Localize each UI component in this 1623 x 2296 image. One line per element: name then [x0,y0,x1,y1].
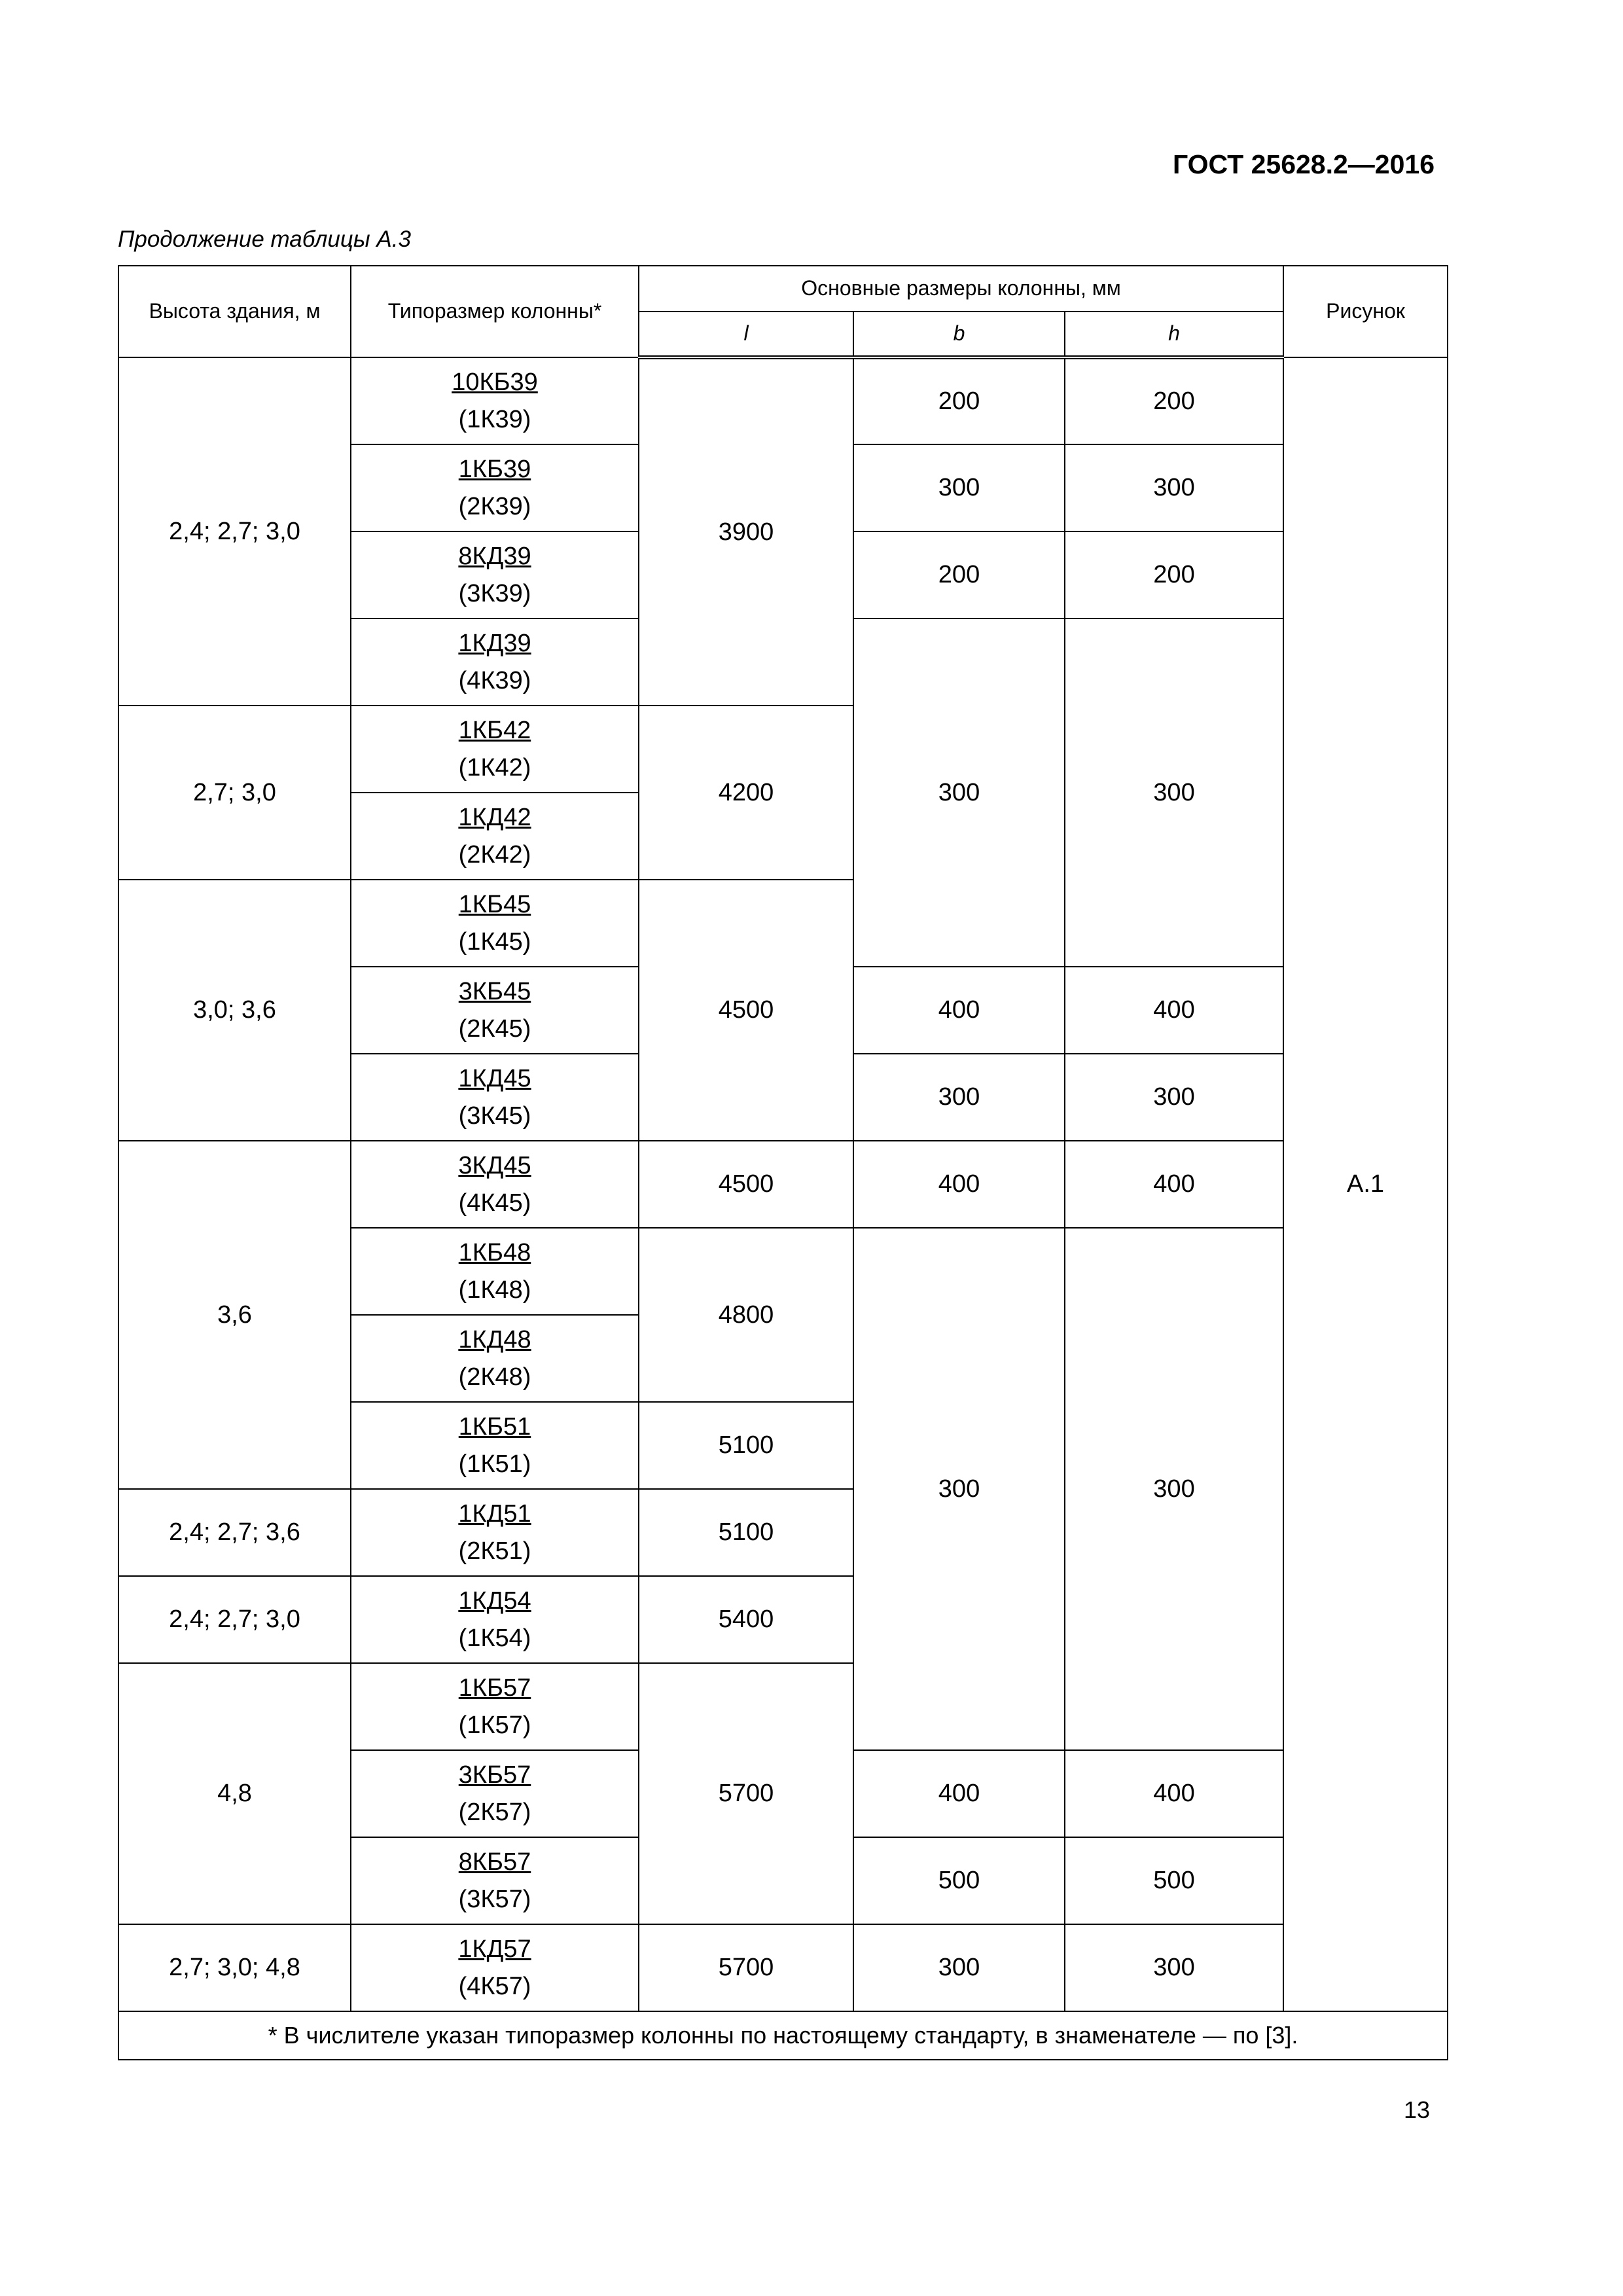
type-code: 3КБ45 [458,977,531,1005]
b-cell: 400 [853,1750,1065,1837]
h-cell: 200 [1065,357,1283,444]
b-cell: 400 [853,967,1065,1054]
table-row [118,357,1448,444]
col-header-h: h [1065,312,1283,357]
l-cell: 4500 [639,880,853,1141]
col-header-figure: Рисунок [1283,266,1448,357]
b-cell: 300 [853,444,1065,531]
type-cell [351,444,639,531]
type-old-code: (1К57) [458,1711,531,1739]
type-code: 1КД48 [458,1325,531,1354]
b-cell: 300 [853,1228,1065,1750]
type-code: 1КД57 [458,1935,531,1963]
b-cell: 400 [853,1141,1065,1228]
h-cell: 300 [1065,444,1283,531]
type-cell [351,1576,639,1663]
type-old-code: (2К48) [458,1363,531,1391]
height-cell: 2,7; 3,0; 4,8 [118,1924,351,2011]
type-cell [351,967,639,1054]
b-cell: 300 [853,1924,1065,2011]
type-old-code: (3К39) [458,579,531,607]
type-cell [351,1837,639,1924]
standard-code: ГОСТ 25628.2—2016 [1172,149,1435,179]
footnote-row [118,2011,1448,2060]
type-code: 1КД54 [458,1587,531,1615]
type-cell [351,1663,639,1750]
type-cell [351,357,639,444]
b-cell: 500 [853,1837,1065,1924]
type-cell [351,1315,639,1402]
type-old-code: (1К48) [458,1276,531,1304]
l-cell: 4200 [639,706,853,880]
b-cell: 300 [853,1054,1065,1141]
table-row [118,1924,1448,2011]
type-code: 1КБ48 [458,1238,531,1266]
dimensions-table [118,265,1448,2060]
l-cell: 5700 [639,1663,853,1924]
type-old-code: (1К42) [458,753,531,781]
table-caption: Продолжение таблицы А.3 [118,226,411,252]
h-cell: 500 [1065,1837,1283,1924]
type-old-code: (2К51) [458,1537,531,1565]
type-code: 3КБ57 [458,1761,531,1789]
type-old-code: (2К42) [458,840,531,869]
type-code: 3КД45 [458,1151,531,1179]
type-cell [351,880,639,967]
type-cell [351,793,639,880]
type-old-code: (2К45) [458,1014,531,1043]
type-code: 1КД45 [458,1064,531,1092]
table-footnote: * В числителе указан типоразмер колонны по настоящему стандарту, в знаменателе — по [3]. [118,2011,1448,2060]
type-code: 10КБ39 [452,368,538,396]
col-header-dims: Основные размеры колонны, мм [639,266,1283,312]
col-header-l: l [639,312,853,357]
type-old-code: (1К54) [458,1624,531,1652]
type-cell [351,531,639,619]
b-cell: 200 [853,531,1065,619]
height-cell: 2,7; 3,0 [118,706,351,880]
h-cell: 300 [1065,1228,1283,1750]
l-cell: 5100 [639,1489,853,1576]
l-cell: 4500 [639,1141,853,1228]
type-cell [351,1489,639,1576]
type-old-code: (4К45) [458,1189,531,1217]
type-old-code: (2К57) [458,1798,531,1826]
height-cell: 3,6 [118,1141,351,1489]
table-row [118,1141,1448,1228]
type-cell [351,1402,639,1489]
col-header-b: b [853,312,1065,357]
type-code: 8КБ57 [458,1848,531,1876]
l-cell: 5700 [639,1924,853,2011]
page-number: 13 [1403,2096,1430,2123]
type-cell [351,1141,639,1228]
type-cell [351,1228,639,1315]
type-old-code: (3К45) [458,1102,531,1130]
type-code: 1КД39 [458,629,531,657]
l-cell: 4800 [639,1228,853,1402]
type-code: 1КБ45 [458,890,531,918]
type-old-code: (3К57) [458,1885,531,1913]
type-old-code: (4К57) [458,1972,531,2000]
type-old-code: (1К45) [458,927,531,956]
height-cell: 2,4; 2,7; 3,6 [118,1489,351,1576]
type-code: 1КБ42 [458,716,531,744]
type-code: 1КД51 [458,1499,531,1528]
type-code: 1КД42 [458,803,531,831]
type-old-code: (4К39) [458,666,531,694]
l-cell: 5100 [639,1402,853,1489]
type-old-code: (1К39) [458,405,531,433]
type-cell [351,1054,639,1141]
type-cell [351,1750,639,1837]
type-code: 8КД39 [458,542,531,570]
l-cell: 5400 [639,1576,853,1663]
height-cell: 4,8 [118,1663,351,1924]
type-code: 1КБ39 [458,455,531,483]
b-cell: 200 [853,357,1065,444]
height-cell: 2,4; 2,7; 3,0 [118,357,351,706]
type-cell [351,706,639,793]
type-cell [351,1924,639,2011]
type-code: 1КБ57 [458,1674,531,1702]
height-cell: 2,4; 2,7; 3,0 [118,1576,351,1663]
height-cell: 3,0; 3,6 [118,880,351,1141]
type-old-code: (1К51) [458,1450,531,1478]
h-cell: 400 [1065,1750,1283,1837]
h-cell: 300 [1065,1054,1283,1141]
figure-cell: А.1 [1283,357,1448,2011]
h-cell: 200 [1065,531,1283,619]
l-cell: 3900 [639,357,853,706]
h-cell: 300 [1065,619,1283,967]
b-cell: 300 [853,619,1065,967]
type-old-code: (2К39) [458,492,531,520]
h-cell: 400 [1065,967,1283,1054]
h-cell: 400 [1065,1141,1283,1228]
col-header-height: Высота здания, м [118,266,351,357]
type-code: 1КБ51 [458,1412,531,1441]
type-cell [351,619,639,706]
col-header-type: Типоразмер колонны* [351,266,639,357]
h-cell: 300 [1065,1924,1283,2011]
